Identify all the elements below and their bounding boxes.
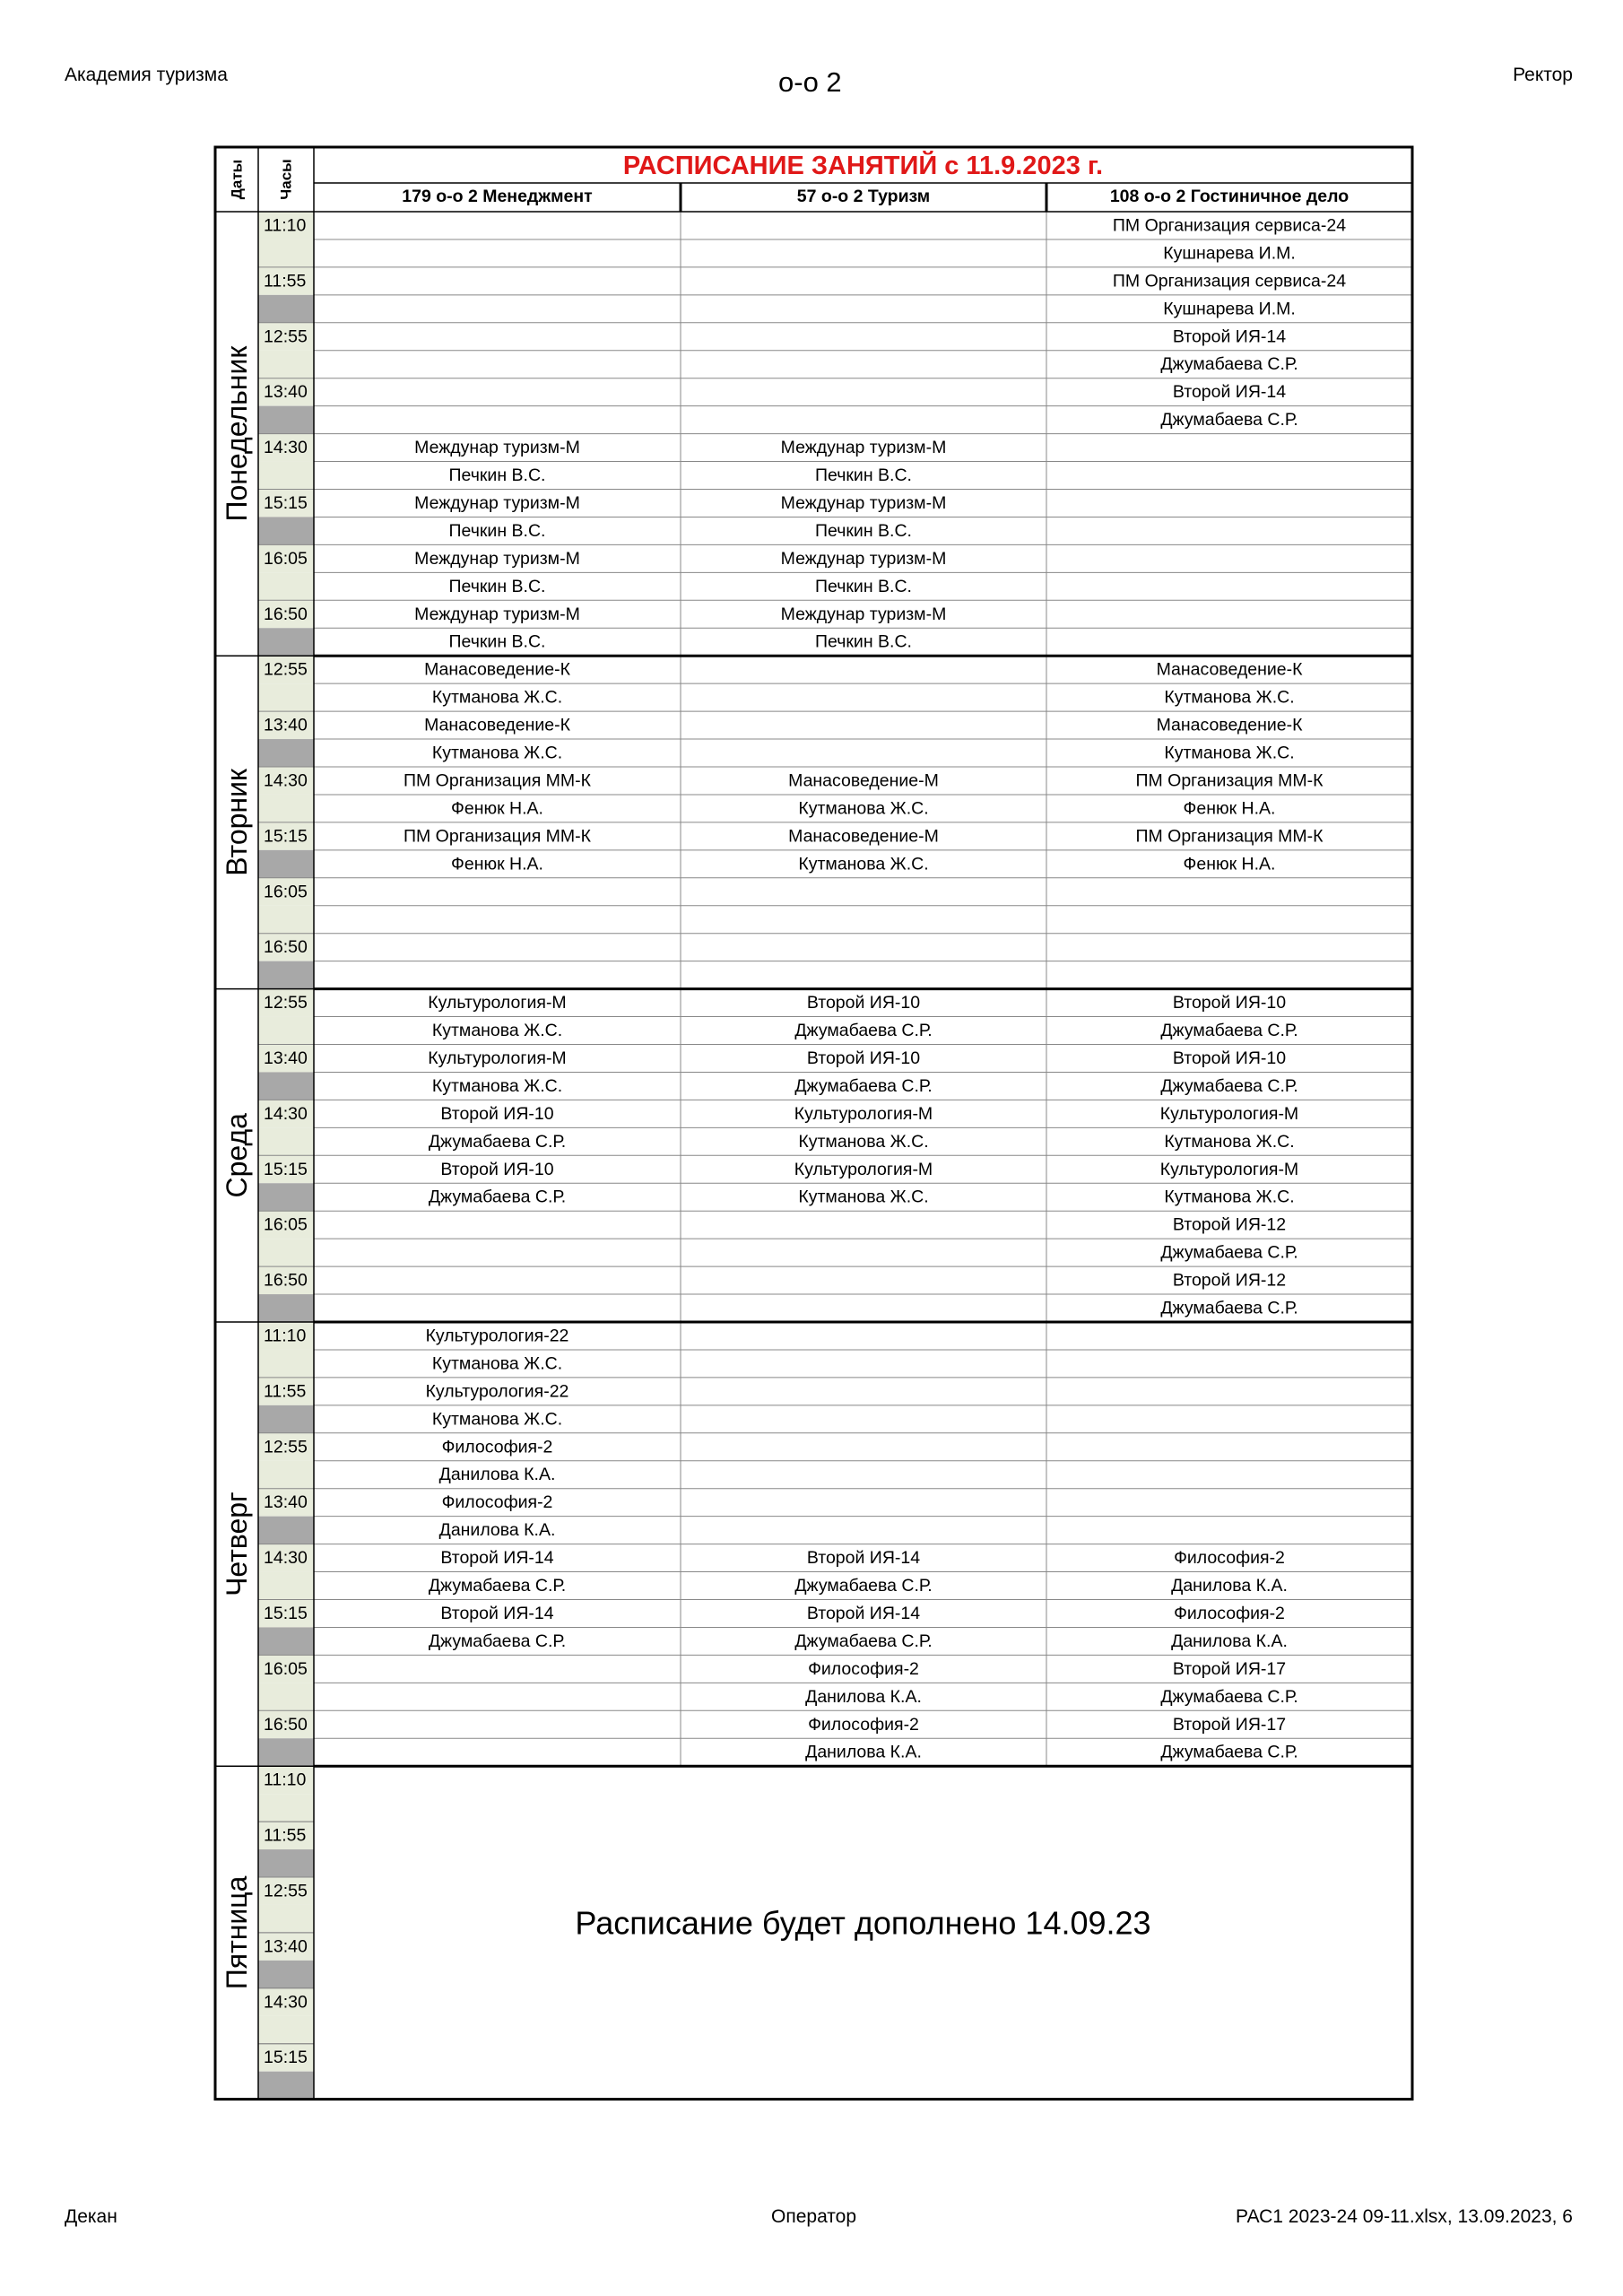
time-cell-bg	[258, 1517, 314, 1544]
class-teacher: Кушнарева И.М.	[1163, 243, 1296, 264]
time-cell-bg	[258, 239, 314, 267]
class-subject: Второй ИЯ-14	[1172, 326, 1287, 347]
day-label: Среда	[221, 1113, 253, 1198]
slot-time: 13:40	[264, 1492, 308, 1513]
day-label: Вторник	[221, 769, 253, 876]
slot-time: 12:55	[264, 1437, 308, 1457]
class-subject: ПМ Организация ММ-К	[1135, 770, 1324, 791]
class-teacher: Джумабаева С.Р.	[794, 1631, 933, 1651]
time-cell-bg	[258, 295, 314, 323]
class-teacher: Кутманова Ж.С.	[1164, 1131, 1295, 1152]
time-cell-bg	[258, 961, 314, 989]
time-cell-bg	[258, 517, 314, 544]
class-teacher: Данилова К.А.	[1171, 1631, 1288, 1651]
class-subject: Междунар туризм-М	[414, 438, 580, 458]
class-teacher: Джумабаева С.Р.	[794, 1576, 933, 1596]
class-subject: Философия-2	[808, 1714, 919, 1735]
time-cell-bg	[258, 1127, 314, 1155]
dates-header: Даты	[228, 159, 246, 200]
class-teacher: Кутманова Ж.С.	[798, 798, 929, 819]
class-subject: Второй ИЯ-10	[1172, 1048, 1287, 1068]
time-cell-bg	[258, 1738, 314, 1766]
class-teacher: Данилова К.А.	[805, 1742, 922, 1762]
time-cell-bg	[258, 1294, 314, 1322]
class-teacher: Джумабаева С.Р.	[1160, 1686, 1298, 1707]
class-teacher: Кутманова Ж.С.	[431, 1409, 563, 1430]
class-teacher: Печкин В.С.	[448, 520, 546, 541]
time-cell-bg	[258, 1461, 314, 1489]
class-subject: Философия-2	[441, 1492, 553, 1513]
slot-time: 16:05	[264, 1214, 308, 1235]
slot-time: 13:40	[264, 1936, 308, 1957]
day-label: Понедельник	[221, 345, 253, 522]
class-teacher: Печкин В.С.	[448, 576, 546, 596]
slot-time: 11:10	[264, 1770, 307, 1790]
class-subject: ПМ Организация сервиса-24	[1112, 215, 1347, 236]
class-subject: Культурология-М	[794, 1103, 933, 1124]
class-teacher: Печкин В.С.	[815, 576, 912, 596]
time-cell-bg	[258, 1072, 314, 1100]
slot-time: 15:15	[264, 1603, 308, 1623]
class-subject: Культурология-М	[1159, 1159, 1299, 1179]
time-cell-bg	[258, 1239, 314, 1266]
slot-time: 12:55	[264, 326, 308, 347]
class-teacher: Джумабаева С.Р.	[428, 1576, 567, 1596]
slot-time: 15:15	[264, 492, 308, 513]
class-teacher: Кутманова Ж.С.	[798, 854, 929, 874]
class-teacher: Кутманова Ж.С.	[431, 1021, 563, 1041]
time-cell-bg	[258, 1905, 314, 1933]
day-label: Четверг	[221, 1492, 253, 1596]
class-subject: Культурология-М	[794, 1159, 933, 1179]
schedule-title: РАСПИСАНИЕ ЗАНЯТИЙ с 11.9.2023 г.	[622, 152, 1104, 180]
class-teacher: Джумабаева С.Р.	[1160, 410, 1298, 430]
footer-center: Оператор	[771, 2206, 857, 2227]
class-teacher: Джумабаева С.Р.	[794, 1021, 933, 1041]
group-header: 179 о-о 2 Менеджмент	[402, 187, 593, 206]
class-teacher: Данилова К.А.	[805, 1686, 922, 1707]
class-subject: Второй ИЯ-10	[806, 993, 921, 1013]
class-teacher: Кутманова Ж.С.	[431, 743, 563, 763]
class-teacher: Кутманова Ж.С.	[431, 1353, 563, 1374]
class-subject: Второй ИЯ-10	[1172, 993, 1287, 1013]
slot-time: 15:15	[264, 2048, 308, 2068]
time-cell-bg	[258, 1683, 314, 1710]
class-subject: Культурология-22	[425, 1381, 569, 1402]
slot-time: 16:50	[264, 604, 308, 624]
class-teacher: Джумабаева С.Р.	[1160, 1021, 1298, 1041]
slot-time: 12:55	[264, 993, 308, 1013]
slot-time: 13:40	[264, 715, 308, 735]
class-subject: Философия-2	[1174, 1603, 1285, 1623]
class-teacher: Джумабаева С.Р.	[794, 1075, 933, 1096]
time-cell-bg	[258, 406, 314, 434]
class-subject: Междунар туризм-М	[780, 548, 947, 569]
slot-time: 13:40	[264, 1048, 308, 1068]
time-cell-bg	[258, 1350, 314, 1378]
time-cell-bg	[258, 462, 314, 490]
slot-time: 15:15	[264, 1159, 308, 1179]
slot-time: 11:55	[264, 271, 307, 291]
time-cell-bg	[258, 1572, 314, 1600]
class-teacher: Печкин В.С.	[448, 465, 546, 486]
class-subject: Манасоведение-М	[788, 826, 939, 847]
group-header: 108 о-о 2 Гостиничное дело	[1109, 187, 1350, 206]
group-header: 57 о-о 2 Туризм	[796, 187, 931, 206]
slot-time: 14:30	[264, 1103, 308, 1124]
class-subject: Культурология-М	[428, 1048, 567, 1068]
slot-time: 16:50	[264, 937, 308, 958]
class-teacher: Джумабаева С.Р.	[428, 1187, 567, 1207]
class-subject: Второй ИЯ-17	[1172, 1714, 1287, 1735]
slot-time: 11:55	[264, 1381, 307, 1402]
class-subject: Второй ИЯ-10	[440, 1159, 554, 1179]
time-cell-bg	[258, 628, 314, 656]
time-cell-bg	[258, 906, 314, 934]
footer-right: РАС1 2023-24 09-11.xlsx, 13.09.2023, 6	[1235, 2206, 1573, 2227]
time-cell-bg	[258, 1405, 314, 1433]
slot-time: 16:50	[264, 1270, 308, 1291]
class-teacher: Данилова К.А.	[438, 1465, 556, 1485]
class-subject: ПМ Организация сервиса-24	[1112, 271, 1347, 291]
class-subject: Междунар туризм-М	[414, 604, 580, 624]
class-teacher: Печкин В.С.	[815, 520, 912, 541]
class-subject: Второй ИЯ-10	[806, 1048, 921, 1068]
time-cell-bg	[258, 683, 314, 711]
class-teacher: Кутманова Ж.С.	[1164, 1187, 1295, 1207]
class-subject: Второй ИЯ-17	[1172, 1658, 1287, 1679]
slot-time: 11:10	[264, 1326, 307, 1346]
class-teacher: Печкин В.С.	[815, 631, 912, 652]
time-cell-bg	[258, 1961, 314, 1988]
slot-time: 14:30	[264, 438, 308, 458]
time-cell-bg	[258, 795, 314, 822]
slot-time: 11:55	[264, 1825, 307, 1846]
time-cell-bg	[258, 850, 314, 878]
class-subject: Второй ИЯ-10	[440, 1103, 554, 1124]
class-subject: Манасоведение-К	[424, 715, 570, 735]
time-cell-bg	[258, 2016, 314, 2044]
class-subject: Междунар туризм-М	[780, 604, 947, 624]
class-subject: Междунар туризм-М	[414, 492, 580, 513]
class-teacher: Фенюк Н.А.	[1183, 854, 1276, 874]
time-cell-bg	[258, 572, 314, 600]
class-teacher: Кутманова Ж.С.	[431, 687, 563, 708]
class-subject: Второй ИЯ-14	[1172, 382, 1287, 403]
footer-left: Декан	[65, 2206, 117, 2227]
slot-time: 16:05	[264, 882, 308, 902]
class-subject: Второй ИЯ-14	[806, 1548, 921, 1569]
slot-time: 16:50	[264, 1714, 308, 1735]
header-left: Академия туризма	[65, 65, 228, 85]
class-subject: Культурология-22	[425, 1326, 569, 1346]
class-subject: Междунар туризм-М	[780, 438, 947, 458]
class-teacher: Джумабаева С.Р.	[1160, 1298, 1298, 1318]
time-cell-bg	[258, 1794, 314, 1822]
class-teacher: Кутманова Ж.С.	[798, 1131, 929, 1152]
slot-time: 14:30	[264, 770, 308, 791]
class-subject: Второй ИЯ-14	[440, 1548, 554, 1569]
class-subject: ПМ Организация ММ-К	[403, 770, 592, 791]
time-cell-bg	[258, 739, 314, 767]
class-teacher: Джумабаева С.Р.	[428, 1631, 567, 1651]
slot-time: 11:10	[264, 215, 307, 236]
time-cell-bg	[258, 1017, 314, 1045]
class-subject: Второй ИЯ-14	[440, 1603, 554, 1623]
slot-time: 16:05	[264, 548, 308, 569]
slot-time: 13:40	[264, 382, 308, 403]
time-cell-bg	[258, 1183, 314, 1211]
class-subject: Манасоведение-М	[788, 770, 939, 791]
class-subject: Второй ИЯ-12	[1172, 1270, 1287, 1291]
slot-time: 12:55	[264, 1881, 308, 1901]
time-cell-bg	[258, 351, 314, 378]
class-teacher: Кушнарева И.М.	[1163, 299, 1296, 319]
day-label: Пятница	[221, 1875, 253, 1990]
class-subject: Философия-2	[808, 1658, 919, 1679]
slot-time: 16:05	[264, 1658, 308, 1679]
class-subject: Манасоведение-К	[1156, 715, 1303, 735]
class-teacher: Джумабаева С.Р.	[1160, 354, 1298, 375]
class-teacher: Кутманова Ж.С.	[1164, 687, 1295, 708]
class-subject: Философия-2	[1174, 1548, 1285, 1569]
class-subject: Второй ИЯ-14	[806, 1603, 921, 1623]
class-teacher: Джумабаева С.Р.	[1160, 1242, 1298, 1263]
class-subject: Междунар туризм-М	[414, 548, 580, 569]
class-teacher: Джумабаева С.Р.	[1160, 1075, 1298, 1096]
class-subject: ПМ Организация ММ-К	[1135, 826, 1324, 847]
header-right: Ректор	[1513, 65, 1573, 85]
slot-time: 15:15	[264, 826, 308, 847]
class-teacher: Данилова К.А.	[438, 1520, 556, 1541]
class-teacher: Джумабаева С.Р.	[1160, 1742, 1298, 1762]
class-subject: Второй ИЯ-12	[1172, 1214, 1287, 1235]
class-subject: Культурология-М	[1159, 1103, 1299, 1124]
time-cell-bg	[258, 1849, 314, 1877]
time-cell-bg	[258, 2072, 314, 2100]
slot-time: 14:30	[264, 1548, 308, 1569]
hours-header: Часы	[277, 159, 295, 200]
class-teacher: Кутманова Ж.С.	[798, 1187, 929, 1207]
slot-time: 14:30	[264, 1992, 308, 2013]
class-subject: Философия-2	[441, 1437, 553, 1457]
time-cell-bg	[258, 1627, 314, 1655]
class-subject: Манасоведение-К	[424, 659, 570, 680]
class-teacher: Фенюк Н.А.	[451, 798, 543, 819]
class-teacher: Кутманова Ж.С.	[431, 1075, 563, 1096]
class-subject: Культурология-М	[428, 993, 567, 1013]
class-teacher: Печкин В.С.	[448, 631, 546, 652]
class-subject: ПМ Организация ММ-К	[403, 826, 592, 847]
class-teacher: Печкин В.С.	[815, 465, 912, 486]
class-subject: Манасоведение-К	[1156, 659, 1303, 680]
slot-time: 12:55	[264, 659, 308, 680]
class-teacher: Фенюк Н.А.	[451, 854, 543, 874]
class-subject: Междунар туризм-М	[780, 492, 947, 513]
header-center: о-о 2	[778, 66, 842, 98]
schedule-note: Расписание будет дополнено 14.09.23	[575, 1904, 1151, 1942]
class-teacher: Кутманова Ж.С.	[1164, 743, 1295, 763]
class-teacher: Джумабаева С.Р.	[428, 1131, 567, 1152]
class-teacher: Данилова К.А.	[1171, 1576, 1288, 1596]
class-teacher: Фенюк Н.А.	[1183, 798, 1276, 819]
